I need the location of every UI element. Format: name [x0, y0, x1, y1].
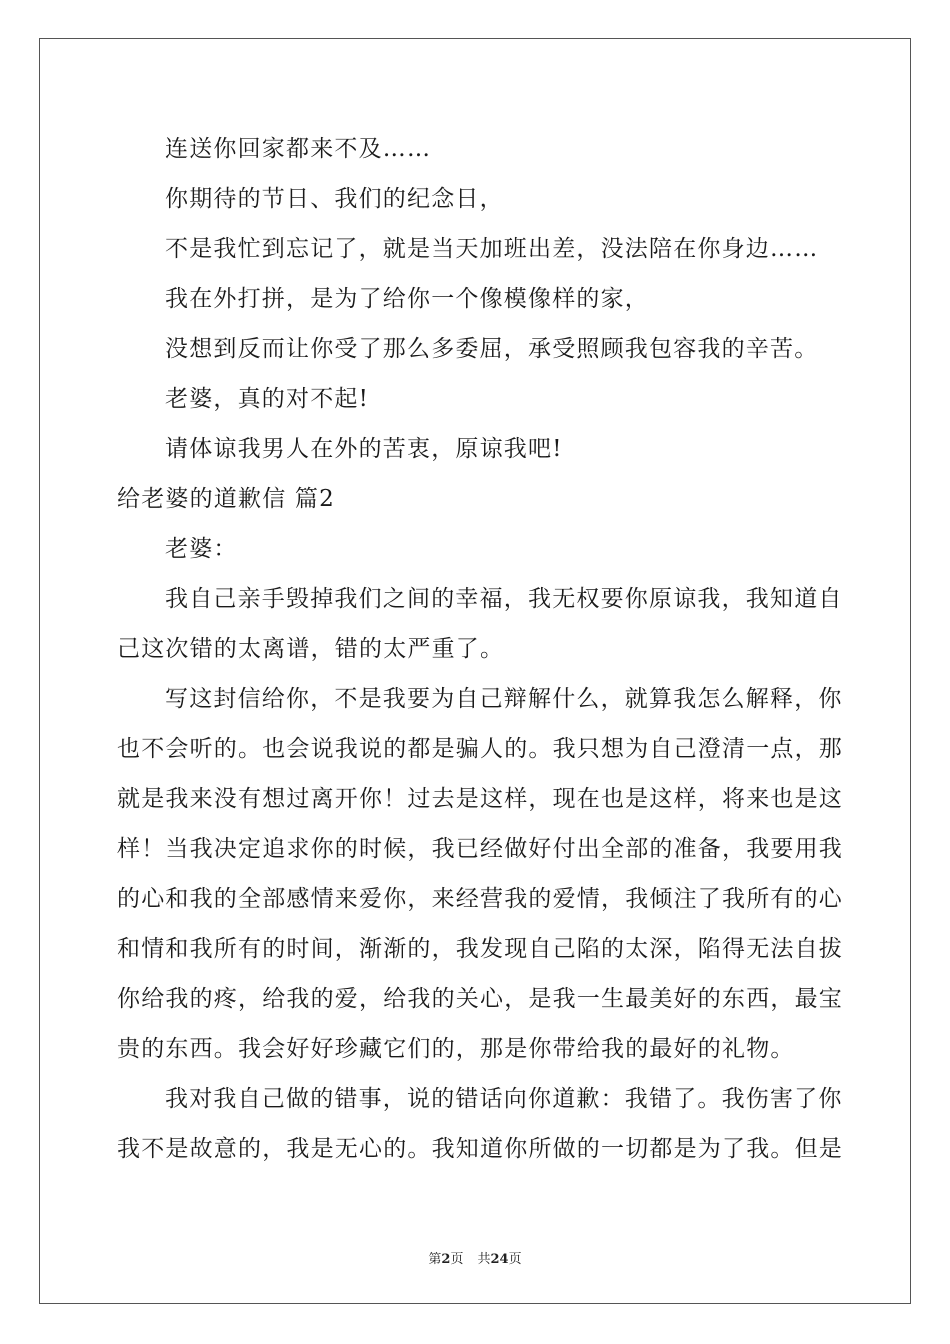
paragraph-line: 样！当我决定追求你的时候，我已经做好付出全部的准备，我要用我	[117, 836, 843, 862]
paragraph-line: 贵的东西。我会好好珍藏它们的，那是你带给我的最好的礼物。	[117, 1036, 795, 1062]
paragraph-line: 也不会听的。也会说我说的都是骗人的。我只想为自己澄清一点，那	[117, 736, 843, 762]
text-line: 请体谅我男人在外的苦衷，原谅我吧!	[165, 436, 563, 462]
text-line: 没想到反而让你受了那么多委屈，承受照顾我包容我的辛苦。	[165, 336, 819, 362]
paragraph-line: 的心和我的全部感情来爱你，来经营我的爱情，我倾注了我所有的心	[117, 886, 843, 912]
page-suffix: 页	[450, 1252, 464, 1267]
total-prefix: 共	[477, 1252, 491, 1267]
paragraph-line: 就是我来没有想过离开你！过去是这样，现在也是这样，将来也是这	[117, 786, 843, 812]
text-line: 连送你回家都来不及……	[165, 136, 432, 162]
total-suffix: 页	[508, 1252, 522, 1267]
paragraph-line: 你给我的疼，给我的爱，给我的关心，是我一生最美好的东西，最宝	[117, 986, 843, 1012]
salutation: 老婆：	[165, 536, 238, 562]
page-frame	[39, 38, 911, 1304]
paragraph-line: 我不是故意的，我是无心的。我知道你所做的一切都是为了我。但是	[117, 1136, 843, 1162]
paragraph-line: 我对我自己做的错事，说的错话向你道歉：我错了。我伤害了你	[165, 1086, 843, 1112]
page-number: 2	[441, 1252, 451, 1267]
paragraph-line: 己这次错的太离谱，错的太严重了。	[117, 636, 505, 662]
text-line: 你期待的节日、我们的纪念日，	[165, 186, 504, 212]
text-line: 我在外打拼，是为了给你一个像模像样的家，	[165, 286, 649, 312]
section-heading: 给老婆的道歉信 篇2	[117, 486, 335, 512]
page-footer	[0, 1248, 950, 1267]
text-line: 不是我忙到忘记了，就是当天加班出差，没法陪在你身边……	[165, 236, 819, 262]
paragraph-line: 写这封信给你，不是我要为自己辩解什么，就算我怎么解释，你	[165, 686, 843, 712]
total-pages: 24	[490, 1252, 509, 1267]
paragraph-line: 我自己亲手毁掉我们之间的幸福，我无权要你原谅我，我知道自	[165, 586, 843, 612]
paragraph-line: 和情和我所有的时间，渐渐的，我发现自己陷的太深，陷得无法自拔	[117, 936, 843, 962]
text-line: 老婆，真的对不起!	[165, 386, 370, 412]
page-prefix: 第	[428, 1252, 442, 1267]
